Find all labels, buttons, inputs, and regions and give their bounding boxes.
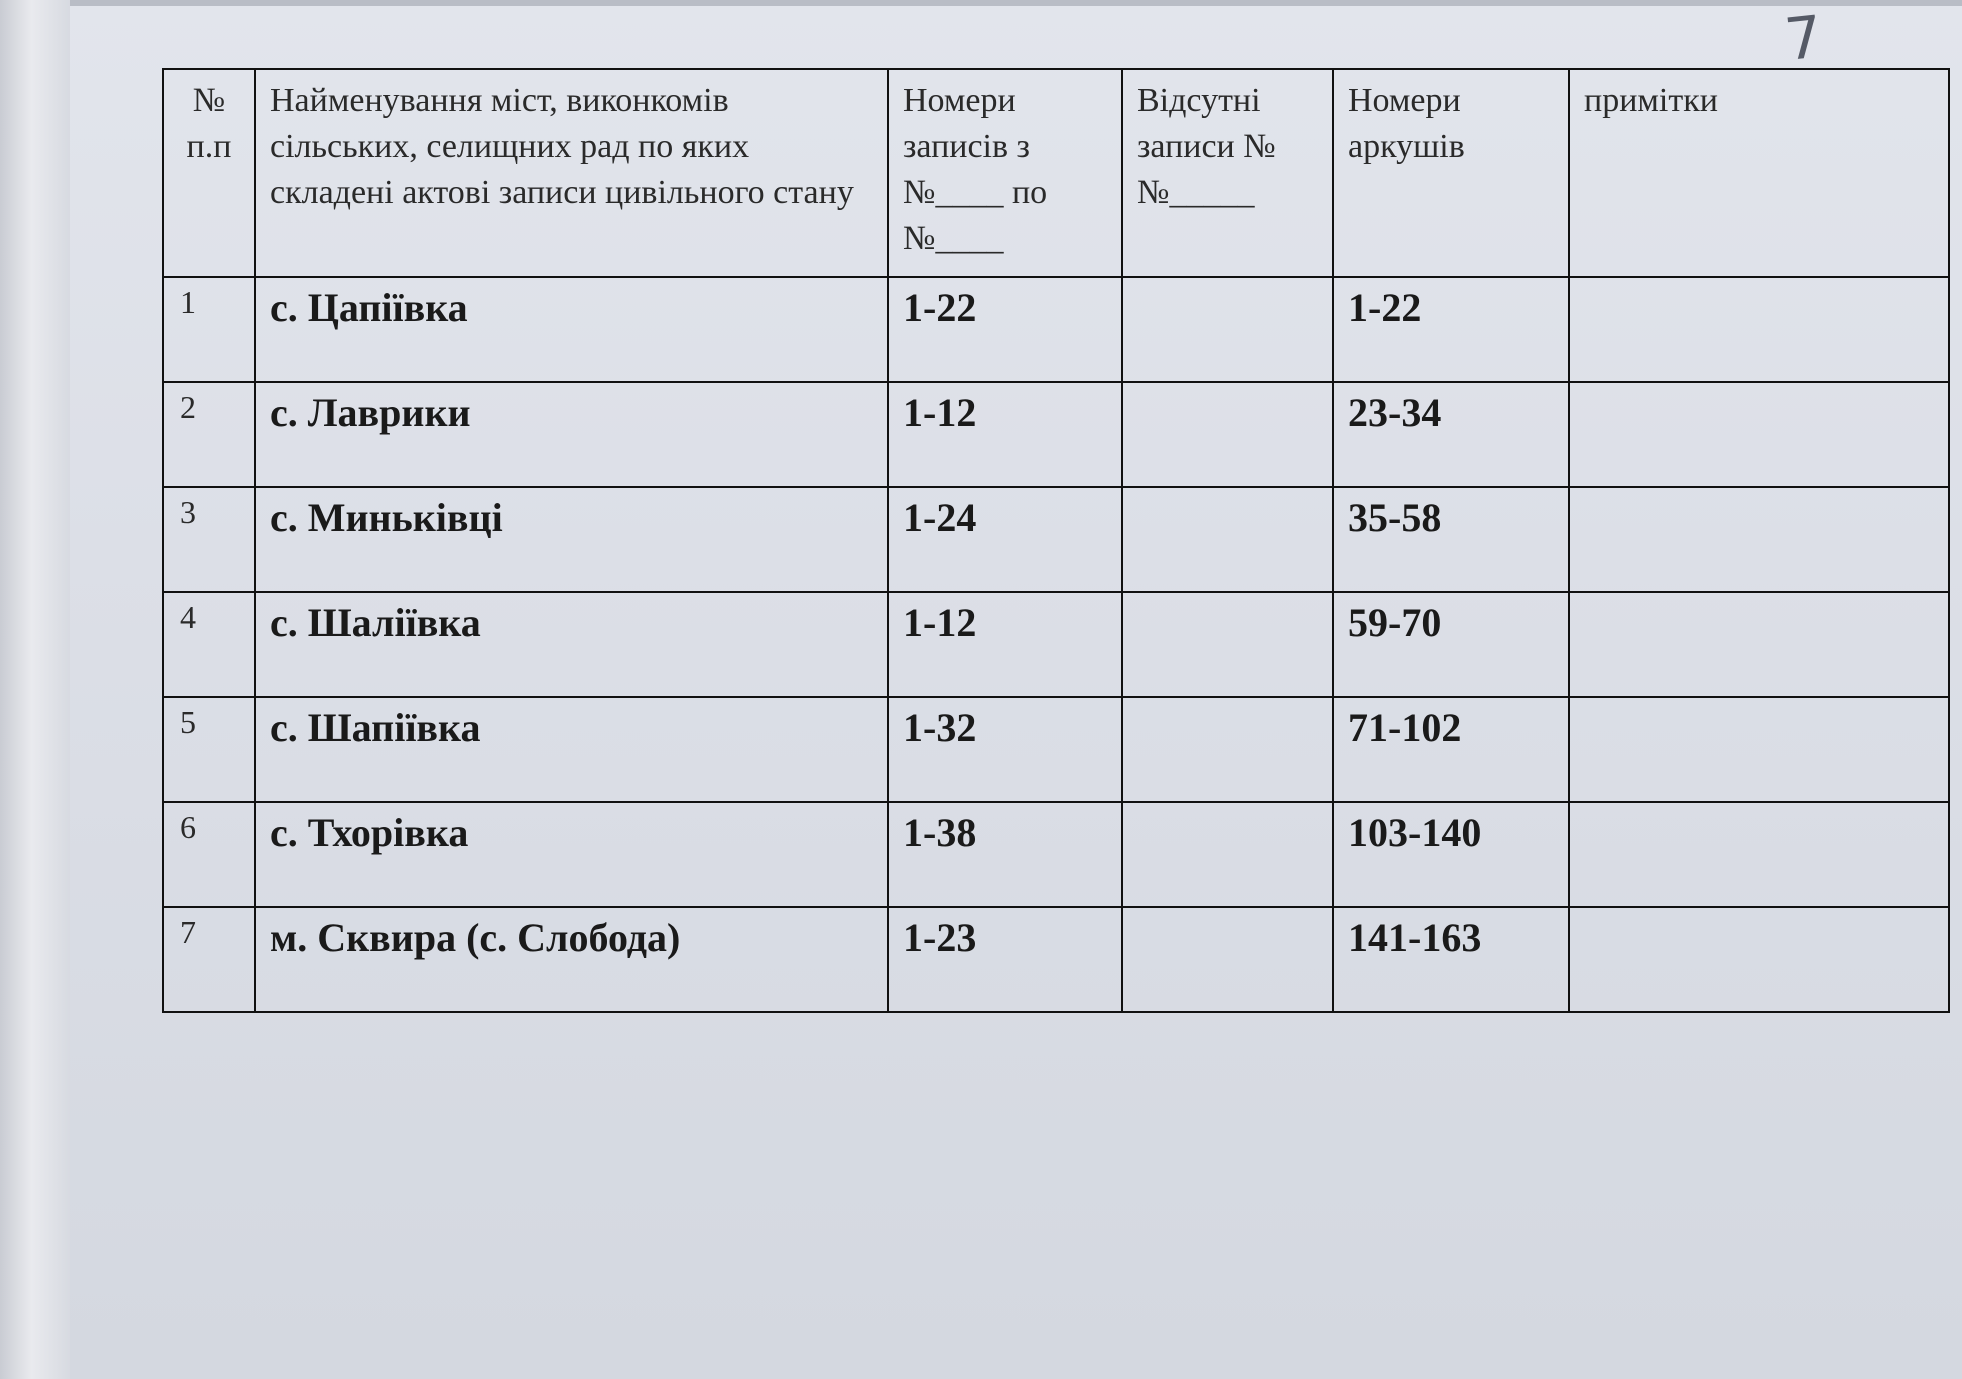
sheet-range: 1-22 <box>1333 277 1569 382</box>
row-index: 2 <box>163 382 255 487</box>
table-header-row <box>163 69 1949 277</box>
sheet-range: 59-70 <box>1333 592 1569 697</box>
table-row <box>163 487 1949 592</box>
sheet-range: 23-34 <box>1333 382 1569 487</box>
record-range: 1-23 <box>888 907 1122 1012</box>
record-range: 1-12 <box>888 382 1122 487</box>
sheet-range: 103-140 <box>1333 802 1569 907</box>
header-settlement-name: Найменування міст, виконкомів сільських, селищних рад по яких складені актові записи цивільного стану <box>255 69 888 277</box>
notes <box>1569 487 1949 592</box>
settlement-name: с. Миньківці <box>255 487 888 592</box>
table-row <box>163 907 1949 1012</box>
sheet-range: 71-102 <box>1333 697 1569 802</box>
row-index: 1 <box>163 277 255 382</box>
settlement-name: с. Тхорівка <box>255 802 888 907</box>
table-row <box>163 697 1949 802</box>
page-number: 7 <box>1781 2 1826 74</box>
header-record-numbers: Номери записів з №____ по №____ <box>888 69 1122 277</box>
row-index: 7 <box>163 907 255 1012</box>
notes <box>1569 697 1949 802</box>
missing-records <box>1122 382 1333 487</box>
notes <box>1569 907 1949 1012</box>
settlement-name: м. Сквира (с. Слобода) <box>255 907 888 1012</box>
notes <box>1569 277 1949 382</box>
missing-records <box>1122 907 1333 1012</box>
header-missing-records: Відсутні записи №№_____ <box>1122 69 1333 277</box>
record-range: 1-32 <box>888 697 1122 802</box>
table-row <box>163 277 1949 382</box>
sheet-range: 141-163 <box>1333 907 1569 1012</box>
notes <box>1569 592 1949 697</box>
notes <box>1569 382 1949 487</box>
row-index: 3 <box>163 487 255 592</box>
settlement-name: с. Лаврики <box>255 382 888 487</box>
settlement-name: с. Шапіївка <box>255 697 888 802</box>
notes <box>1569 802 1949 907</box>
row-index: 4 <box>163 592 255 697</box>
table-row <box>163 802 1949 907</box>
top-edge-shadow <box>0 0 1962 6</box>
header-notes: примітки <box>1569 69 1949 277</box>
register-table <box>162 68 1950 1013</box>
table-row <box>163 382 1949 487</box>
row-index: 6 <box>163 802 255 907</box>
row-index: 5 <box>163 697 255 802</box>
missing-records <box>1122 802 1333 907</box>
missing-records <box>1122 592 1333 697</box>
settlement-name: с. Шаліївка <box>255 592 888 697</box>
table-row <box>163 592 1949 697</box>
sheet-range: 35-58 <box>1333 487 1569 592</box>
binding-edge <box>0 0 70 1379</box>
missing-records <box>1122 697 1333 802</box>
record-range: 1-24 <box>888 487 1122 592</box>
missing-records <box>1122 487 1333 592</box>
header-row-number: № п.п <box>163 69 255 277</box>
record-range: 1-22 <box>888 277 1122 382</box>
header-sheet-numbers: Номери аркушів <box>1333 69 1569 277</box>
record-range: 1-12 <box>888 592 1122 697</box>
missing-records <box>1122 277 1333 382</box>
record-range: 1-38 <box>888 802 1122 907</box>
settlement-name: с. Цапіївка <box>255 277 888 382</box>
